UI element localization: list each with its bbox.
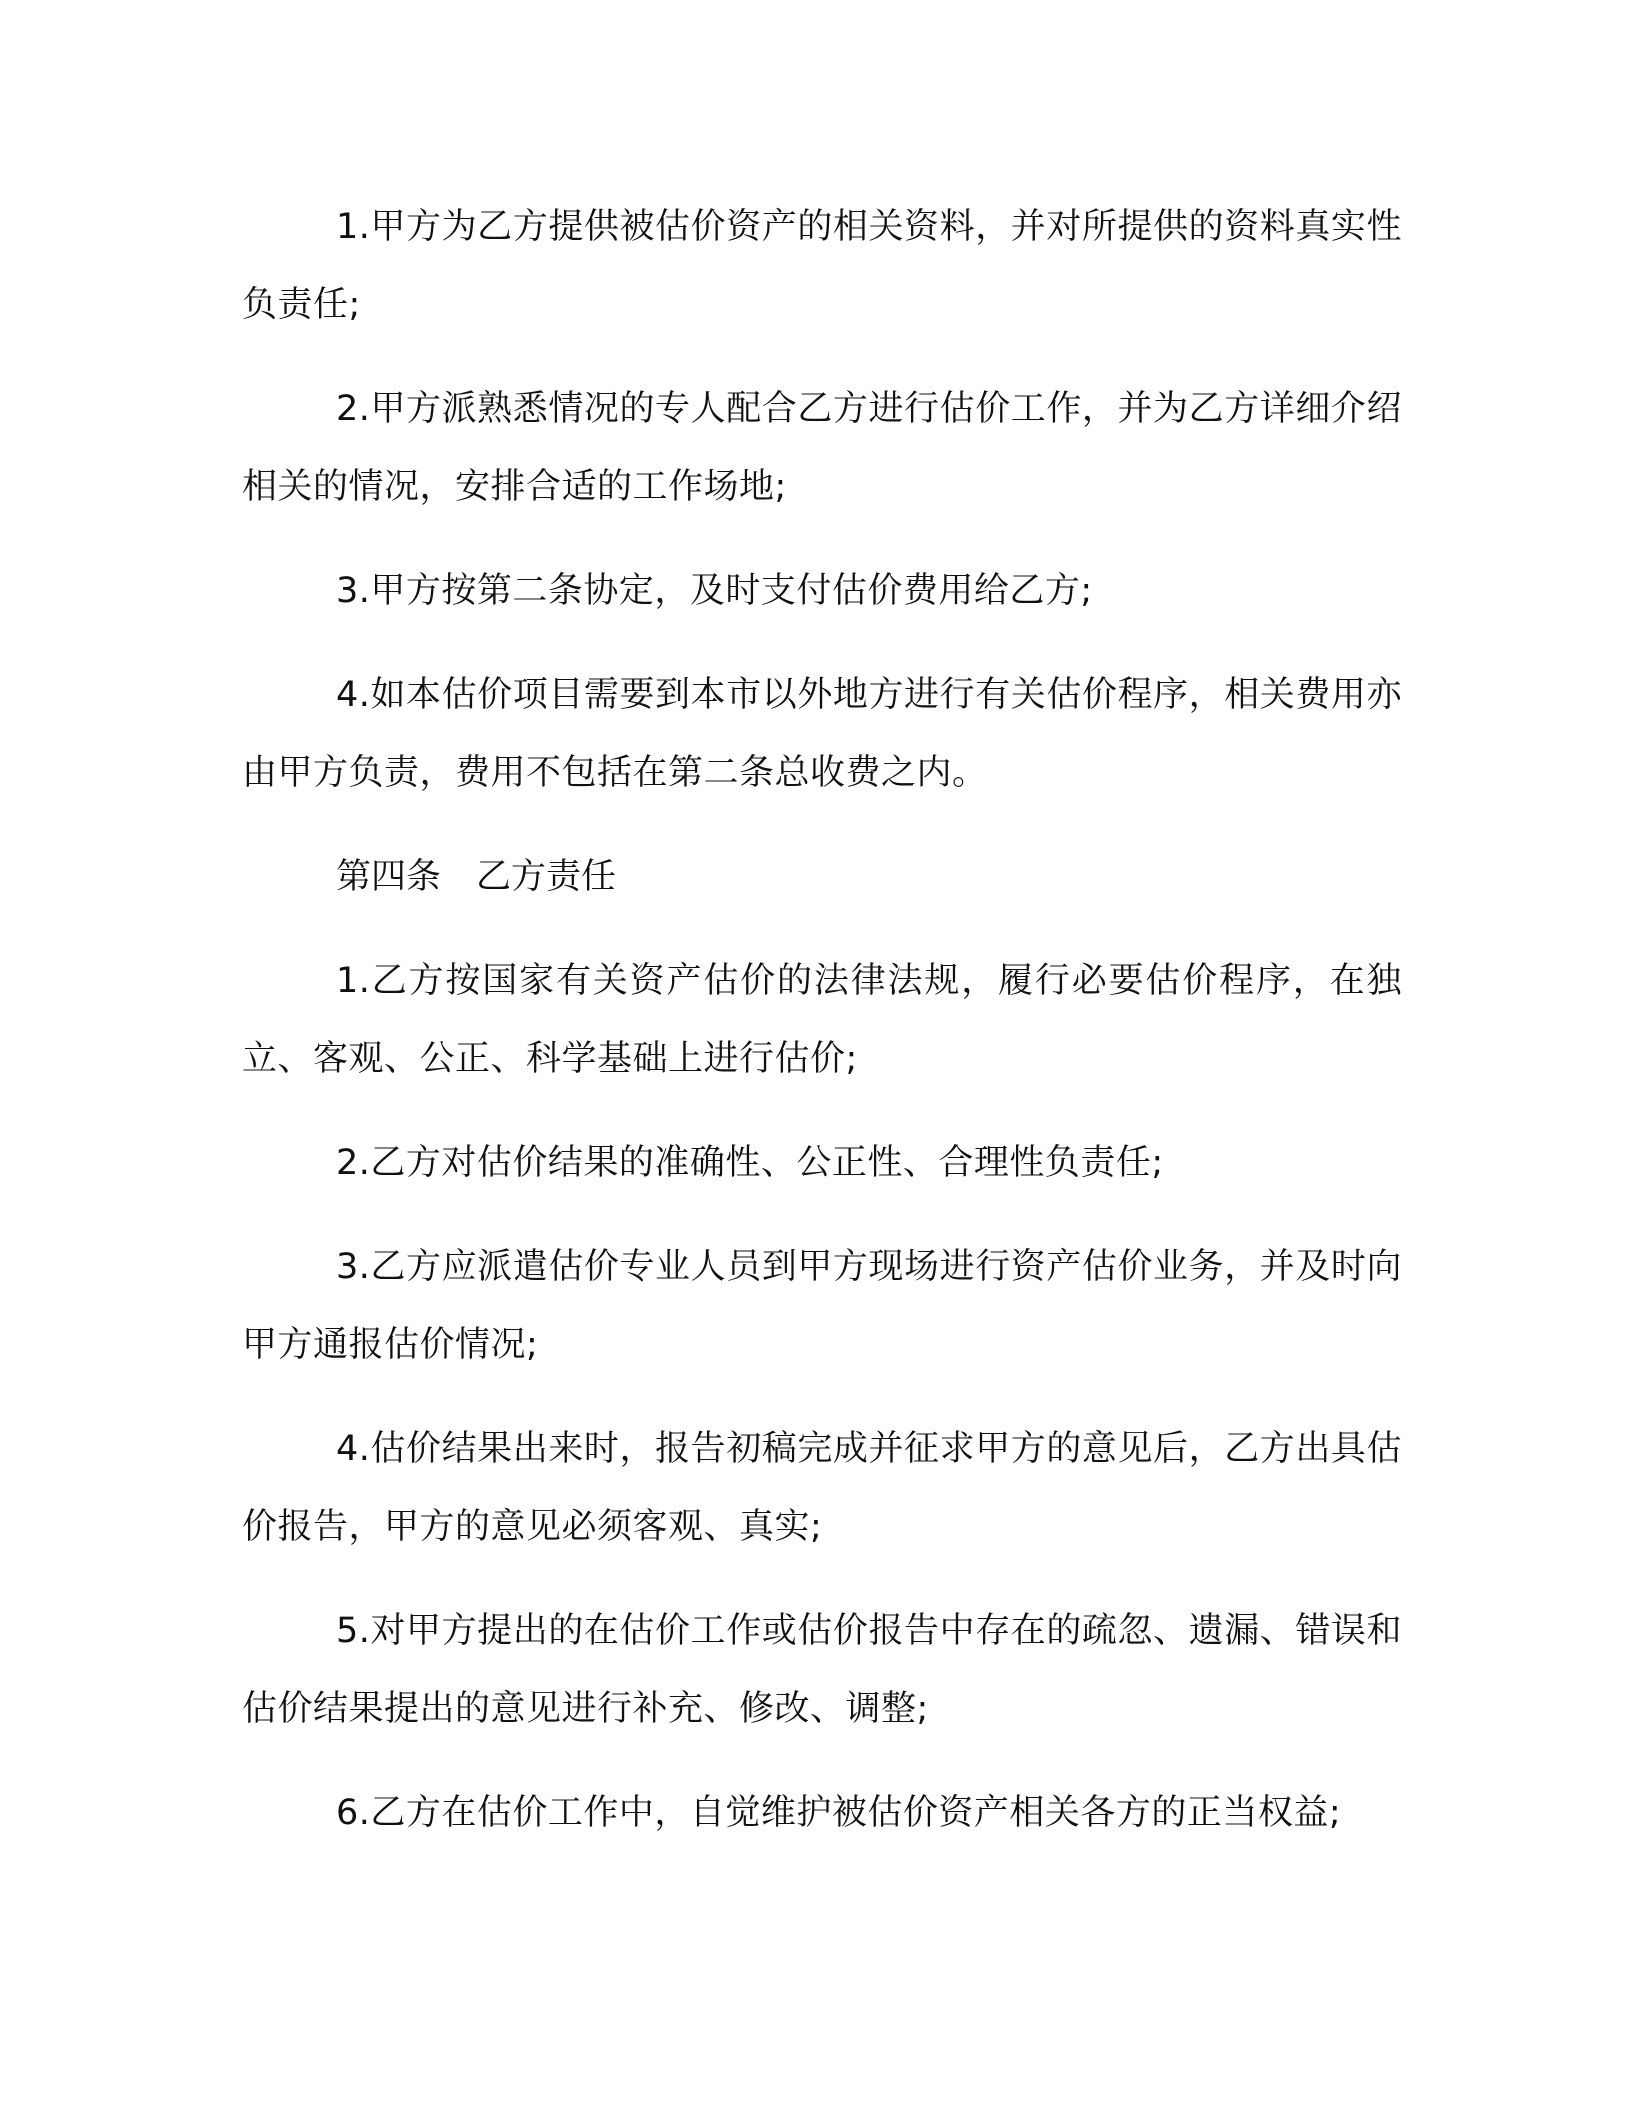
document-body (242, 188, 1402, 1878)
clause-party-b-2: 2.乙方对估价结果的准确性、公正性、合理性负责任; (336, 1143, 1164, 1183)
clause-party-b-6: 6.乙方在估价工作中，自觉维护被估价资产相关各方的正当权益; (336, 1793, 1342, 1833)
clause-party-a-4: 4.如本估价项目需要到本市以外地方进行有关估价程序，相关费用亦由甲方负责，费用不包括在第二条总收费之内。 (242, 675, 1402, 793)
clause-party-a-1: 1.甲方为乙方提供被估价资产的相关资料，并对所提供的资料真实性负责任; (242, 207, 1402, 325)
clause-party-a-2: 2.甲方派熟悉情况的专人配合乙方进行估价工作，并为乙方详细介绍相关的情况，安排合适的工作场地; (242, 389, 1402, 507)
clause-party-b-5: 5.对甲方提出的在估价工作或估价报告中存在的疏忽、遗漏、错误和估价结果提出的意见进行补充、修改、调整; (242, 1611, 1402, 1729)
section-heading: 第四条 乙方责任 (336, 857, 617, 897)
clause-party-b-4: 4.估价结果出来时，报告初稿完成并征求甲方的意见后，乙方出具估价报告，甲方的意见必须客观、真实; (242, 1429, 1402, 1547)
clause-party-b-3: 3.乙方应派遣估价专业人员到甲方现场进行资产估价业务，并及时向甲方通报估价情况; (242, 1247, 1402, 1365)
clause-party-b-1: 1.乙方按国家有关资产估价的法律法规，履行必要估价程序，在独立、客观、公正、科学基础上进行估价; (242, 961, 1402, 1079)
clause-party-a-3: 3.甲方按第二条协定，及时支付估价费用给乙方; (336, 571, 1093, 611)
